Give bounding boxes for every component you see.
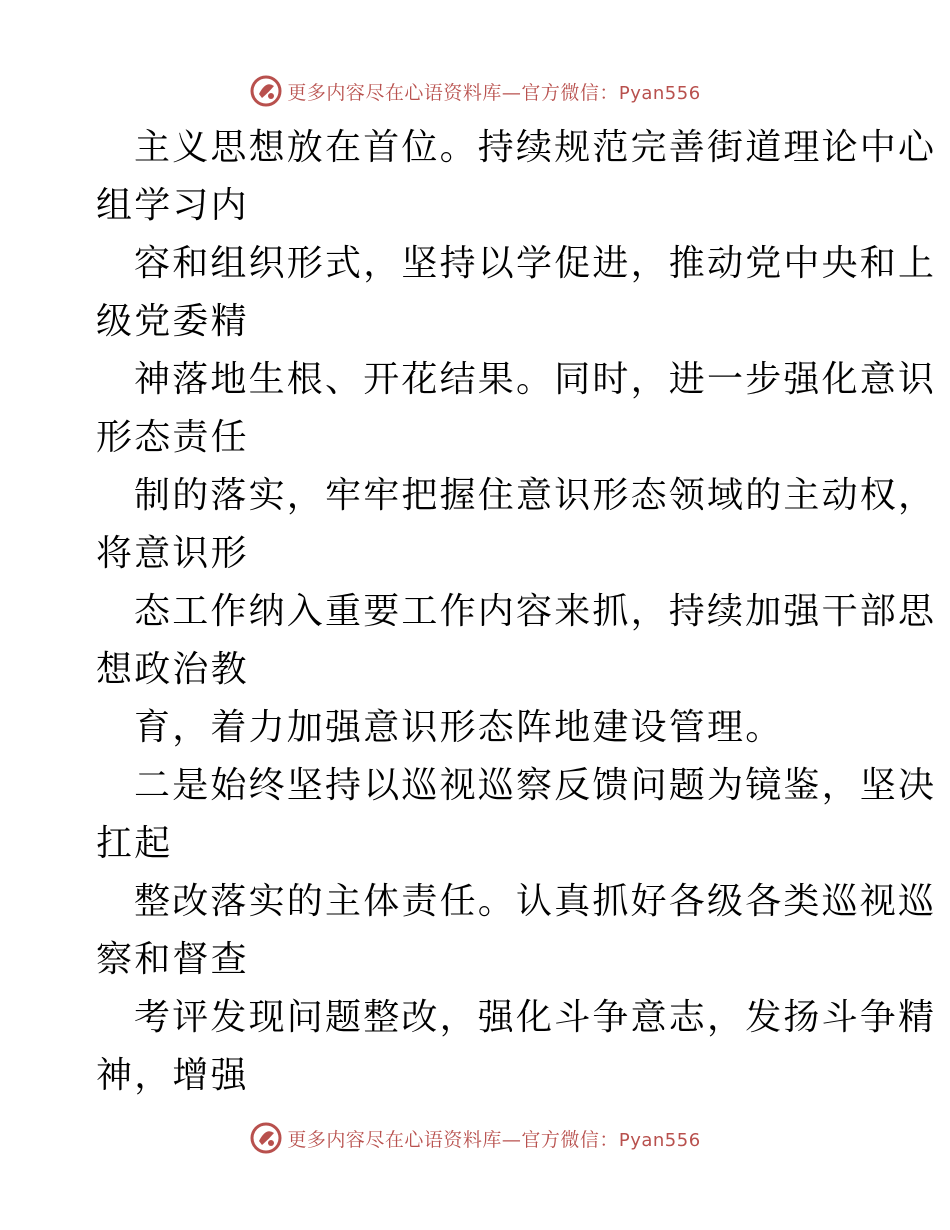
body-line: 制的落实，牢牢把握住意识形态领域的主动权，	[134, 475, 937, 516]
body-line: 考评发现问题整改，强化斗争意志，发扬斗争精	[134, 997, 937, 1038]
footer-banner-label: 更多内容尽在心语资料库—官方微信：	[287, 1128, 619, 1151]
body-line: 整改落实的主体责任。认真抓好各级各类巡视巡	[134, 881, 937, 922]
body-line: 态工作纳入重要工作内容来抓，持续加强干部思	[134, 591, 937, 632]
body-line: 级党委精	[96, 301, 249, 342]
footer-banner-handle: Pyan556	[618, 1129, 701, 1151]
body-line: 容和组织形式，坚持以学促进，推动党中央和上	[134, 243, 937, 284]
footer-watermark-banner	[0, 1118, 950, 1158]
logo-icon	[249, 74, 283, 108]
body-line: 神落地生根、开花结果。同时，进一步强化意识	[134, 359, 937, 400]
body-line: 二是始终坚持以巡视巡察反馈问题为镜鉴，坚决	[134, 765, 937, 806]
footer-banner-text	[287, 1125, 700, 1152]
logo-icon	[249, 1121, 283, 1155]
body-line: 扛起	[96, 823, 173, 864]
header-banner-label: 更多内容尽在心语资料库—官方微信：	[287, 81, 619, 104]
body-line: 神，增强	[96, 1055, 249, 1096]
header-watermark-banner	[0, 71, 950, 111]
body-line: 察和督查	[96, 939, 249, 980]
header-banner-handle: Pyan556	[618, 82, 701, 104]
body-line: 组学习内	[96, 185, 249, 226]
body-line: 育，着力加强意识形态阵地建设管理。	[134, 707, 784, 748]
body-line: 主义思想放在首位。持续规范完善街道理论中心	[134, 127, 937, 168]
body-line: 形态责任	[96, 417, 249, 458]
body-line: 想政治教	[96, 649, 249, 690]
header-banner-text	[287, 78, 700, 105]
body-line: 将意识形	[96, 533, 249, 574]
